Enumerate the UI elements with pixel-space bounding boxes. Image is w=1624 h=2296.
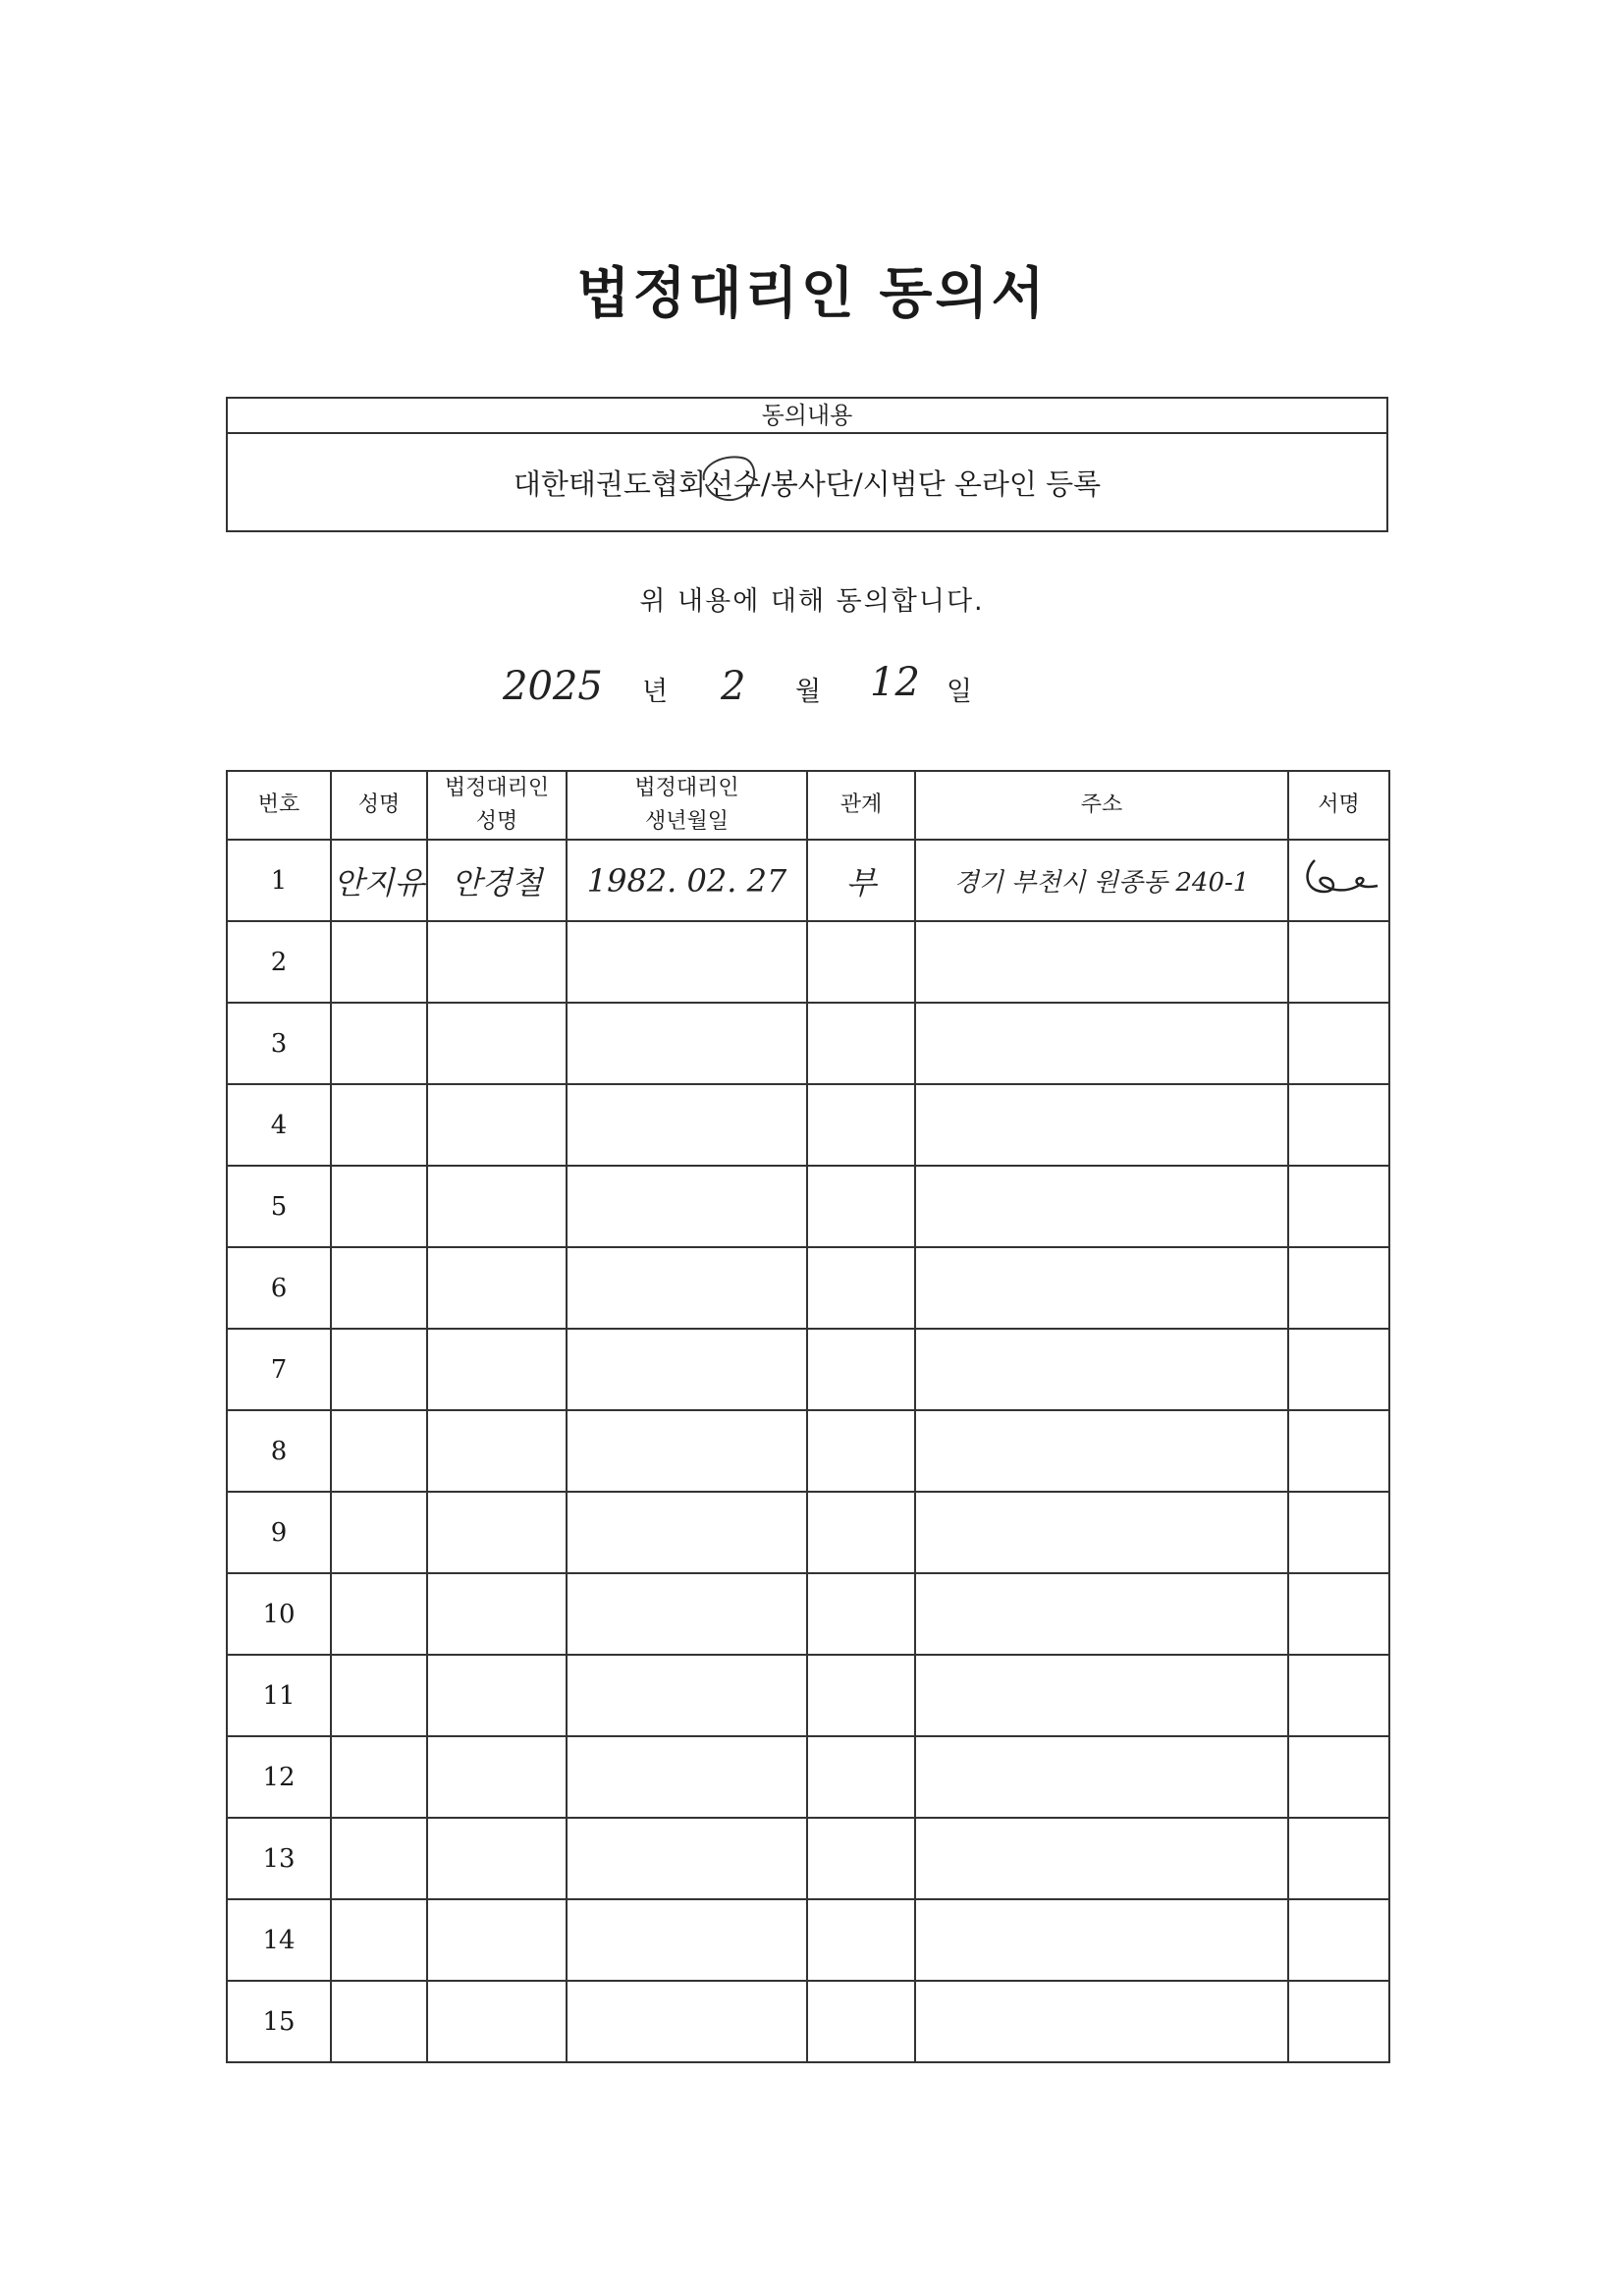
row-relation: 부 <box>807 840 915 921</box>
row-signature <box>1288 1655 1389 1736</box>
row-number: 6 <box>227 1247 331 1329</box>
row-address <box>915 1084 1288 1166</box>
row-relation <box>807 1410 915 1492</box>
date-day: 12 <box>870 660 920 705</box>
row-address <box>915 1410 1288 1492</box>
header-guardian-name-line1: 법정대리인 <box>444 776 550 800</box>
row-signature <box>1288 1329 1389 1410</box>
row-guardian-name <box>427 1247 567 1329</box>
header-no: 번호 <box>227 771 331 840</box>
row-guardian-birth <box>567 1492 807 1573</box>
table-body <box>227 840 1389 2062</box>
row-name <box>331 921 427 1003</box>
row-address <box>915 1899 1288 1981</box>
hand-drawn-circle-mark <box>696 451 761 504</box>
row-guardian-birth <box>567 1818 807 1899</box>
row-number: 3 <box>227 1003 331 1084</box>
header-guardian-birth <box>567 771 807 840</box>
consent-text-after: /봉사단/시범단 온라인 등록 <box>761 466 1102 501</box>
row-guardian-birth <box>567 1981 807 2062</box>
row-signature <box>1288 921 1389 1003</box>
date-year: 2025 <box>503 664 603 709</box>
row-signature <box>1288 1736 1389 1818</box>
row-guardian-birth: 1982. 02. 27 <box>567 840 807 921</box>
row-name <box>331 1003 427 1084</box>
table-row <box>227 1899 1389 1981</box>
row-relation <box>807 1981 915 2062</box>
row-guardian-birth <box>567 1899 807 1981</box>
row-signature <box>1288 1410 1389 1492</box>
row-guardian-name <box>427 1329 567 1410</box>
row-name: 안지유 <box>331 840 427 921</box>
row-signature <box>1288 1899 1389 1981</box>
row-guardian-birth <box>567 1655 807 1736</box>
header-guardian-birth-line2: 생년월일 <box>644 809 729 834</box>
row-relation <box>807 1573 915 1655</box>
table-row <box>227 1655 1389 1736</box>
row-guardian-birth <box>567 1166 807 1247</box>
date-year-label: 년 <box>642 677 669 707</box>
row-address <box>915 1573 1288 1655</box>
table-row <box>227 840 1389 921</box>
row-number: 5 <box>227 1166 331 1247</box>
row-number: 10 <box>227 1573 331 1655</box>
row-name <box>331 1573 427 1655</box>
row-address <box>915 921 1288 1003</box>
row-guardian-name <box>427 1492 567 1573</box>
table-row <box>227 1084 1389 1166</box>
row-guardian-name <box>427 1655 567 1736</box>
row-guardian-name <box>427 1084 567 1166</box>
row-relation <box>807 1899 915 1981</box>
row-guardian-birth <box>567 1736 807 1818</box>
row-signature <box>1288 1247 1389 1329</box>
table-row <box>227 1573 1389 1655</box>
header-signature: 서명 <box>1288 771 1389 840</box>
header-guardian-name-line2: 성명 <box>475 809 518 834</box>
row-relation <box>807 1003 915 1084</box>
row-guardian-name <box>427 921 567 1003</box>
consent-box <box>226 397 1388 532</box>
row-guardian-birth <box>567 1084 807 1166</box>
handwritten-signature <box>1295 852 1383 902</box>
row-name <box>331 1899 427 1981</box>
row-address <box>915 1247 1288 1329</box>
row-signature <box>1288 1818 1389 1899</box>
row-guardian-name <box>427 1818 567 1899</box>
registration-table <box>226 770 1390 2063</box>
header-name: 성명 <box>331 771 427 840</box>
row-name <box>331 1981 427 2062</box>
row-guardian-name <box>427 1981 567 2062</box>
row-address <box>915 1003 1288 1084</box>
date-month-label: 월 <box>795 677 822 707</box>
row-name <box>331 1818 427 1899</box>
row-guardian-name <box>427 1899 567 1981</box>
consent-option-selected <box>706 463 761 503</box>
row-address: 경기 부천시 원종동 240-1 <box>915 840 1288 921</box>
row-address <box>915 1329 1288 1410</box>
date-line <box>0 660 1624 719</box>
header-relation: 관계 <box>807 771 915 840</box>
agree-statement: 위 내용에 대해 동의합니다. <box>639 586 985 617</box>
row-relation <box>807 1329 915 1410</box>
row-signature <box>1288 840 1389 921</box>
row-guardian-birth <box>567 1573 807 1655</box>
row-guardian-name <box>427 1736 567 1818</box>
row-signature <box>1288 1492 1389 1573</box>
consent-header: 동의내용 <box>228 399 1386 434</box>
table-row <box>227 1329 1389 1410</box>
row-signature <box>1288 1981 1389 2062</box>
row-relation <box>807 1736 915 1818</box>
row-number: 9 <box>227 1492 331 1573</box>
consent-content <box>228 434 1386 530</box>
header-guardian-name <box>427 771 567 840</box>
consent-option-label: 선수 <box>705 466 761 501</box>
row-guardian-name <box>427 1003 567 1084</box>
consent-text-before: 대한태권도협회 <box>513 466 706 501</box>
table-row <box>227 1166 1389 1247</box>
row-number: 2 <box>227 921 331 1003</box>
row-guardian-name: 안경철 <box>427 840 567 921</box>
row-signature <box>1288 1573 1389 1655</box>
row-number: 15 <box>227 1981 331 2062</box>
row-signature <box>1288 1166 1389 1247</box>
row-number: 1 <box>227 840 331 921</box>
row-relation <box>807 1655 915 1736</box>
header-address: 주소 <box>915 771 1288 840</box>
row-name <box>331 1492 427 1573</box>
row-address <box>915 1492 1288 1573</box>
row-number: 7 <box>227 1329 331 1410</box>
row-guardian-birth <box>567 1003 807 1084</box>
date-day-label: 일 <box>947 677 973 707</box>
table-row <box>227 1247 1389 1329</box>
table-row <box>227 1003 1389 1084</box>
row-guardian-birth <box>567 1247 807 1329</box>
table-row <box>227 921 1389 1003</box>
row-number: 13 <box>227 1818 331 1899</box>
table-row <box>227 1736 1389 1818</box>
row-guardian-name <box>427 1166 567 1247</box>
row-address <box>915 1981 1288 2062</box>
row-signature <box>1288 1003 1389 1084</box>
header-guardian-birth-line1: 법정대리인 <box>634 776 739 800</box>
row-guardian-birth <box>567 1329 807 1410</box>
row-name <box>331 1166 427 1247</box>
table-row <box>227 1410 1389 1492</box>
row-relation <box>807 1166 915 1247</box>
row-signature <box>1288 1084 1389 1166</box>
row-address <box>915 1655 1288 1736</box>
row-address <box>915 1736 1288 1818</box>
row-relation <box>807 921 915 1003</box>
row-name <box>331 1329 427 1410</box>
row-relation <box>807 1492 915 1573</box>
row-guardian-birth <box>567 1410 807 1492</box>
document-title: 법정대리인 동의서 <box>576 262 1048 326</box>
table-row <box>227 1818 1389 1899</box>
row-relation <box>807 1247 915 1329</box>
row-guardian-name <box>427 1573 567 1655</box>
row-number: 12 <box>227 1736 331 1818</box>
row-address <box>915 1818 1288 1899</box>
row-name <box>331 1736 427 1818</box>
date-month: 2 <box>721 664 746 709</box>
row-name <box>331 1247 427 1329</box>
table-row <box>227 1492 1389 1573</box>
row-relation <box>807 1818 915 1899</box>
row-number: 4 <box>227 1084 331 1166</box>
row-name <box>331 1655 427 1736</box>
row-name <box>331 1410 427 1492</box>
row-relation <box>807 1084 915 1166</box>
row-number: 8 <box>227 1410 331 1492</box>
row-guardian-birth <box>567 921 807 1003</box>
table-row <box>227 1981 1389 2062</box>
row-guardian-name <box>427 1410 567 1492</box>
row-address <box>915 1166 1288 1247</box>
table-header-row <box>227 771 1389 840</box>
row-number: 14 <box>227 1899 331 1981</box>
row-name <box>331 1084 427 1166</box>
row-number: 11 <box>227 1655 331 1736</box>
